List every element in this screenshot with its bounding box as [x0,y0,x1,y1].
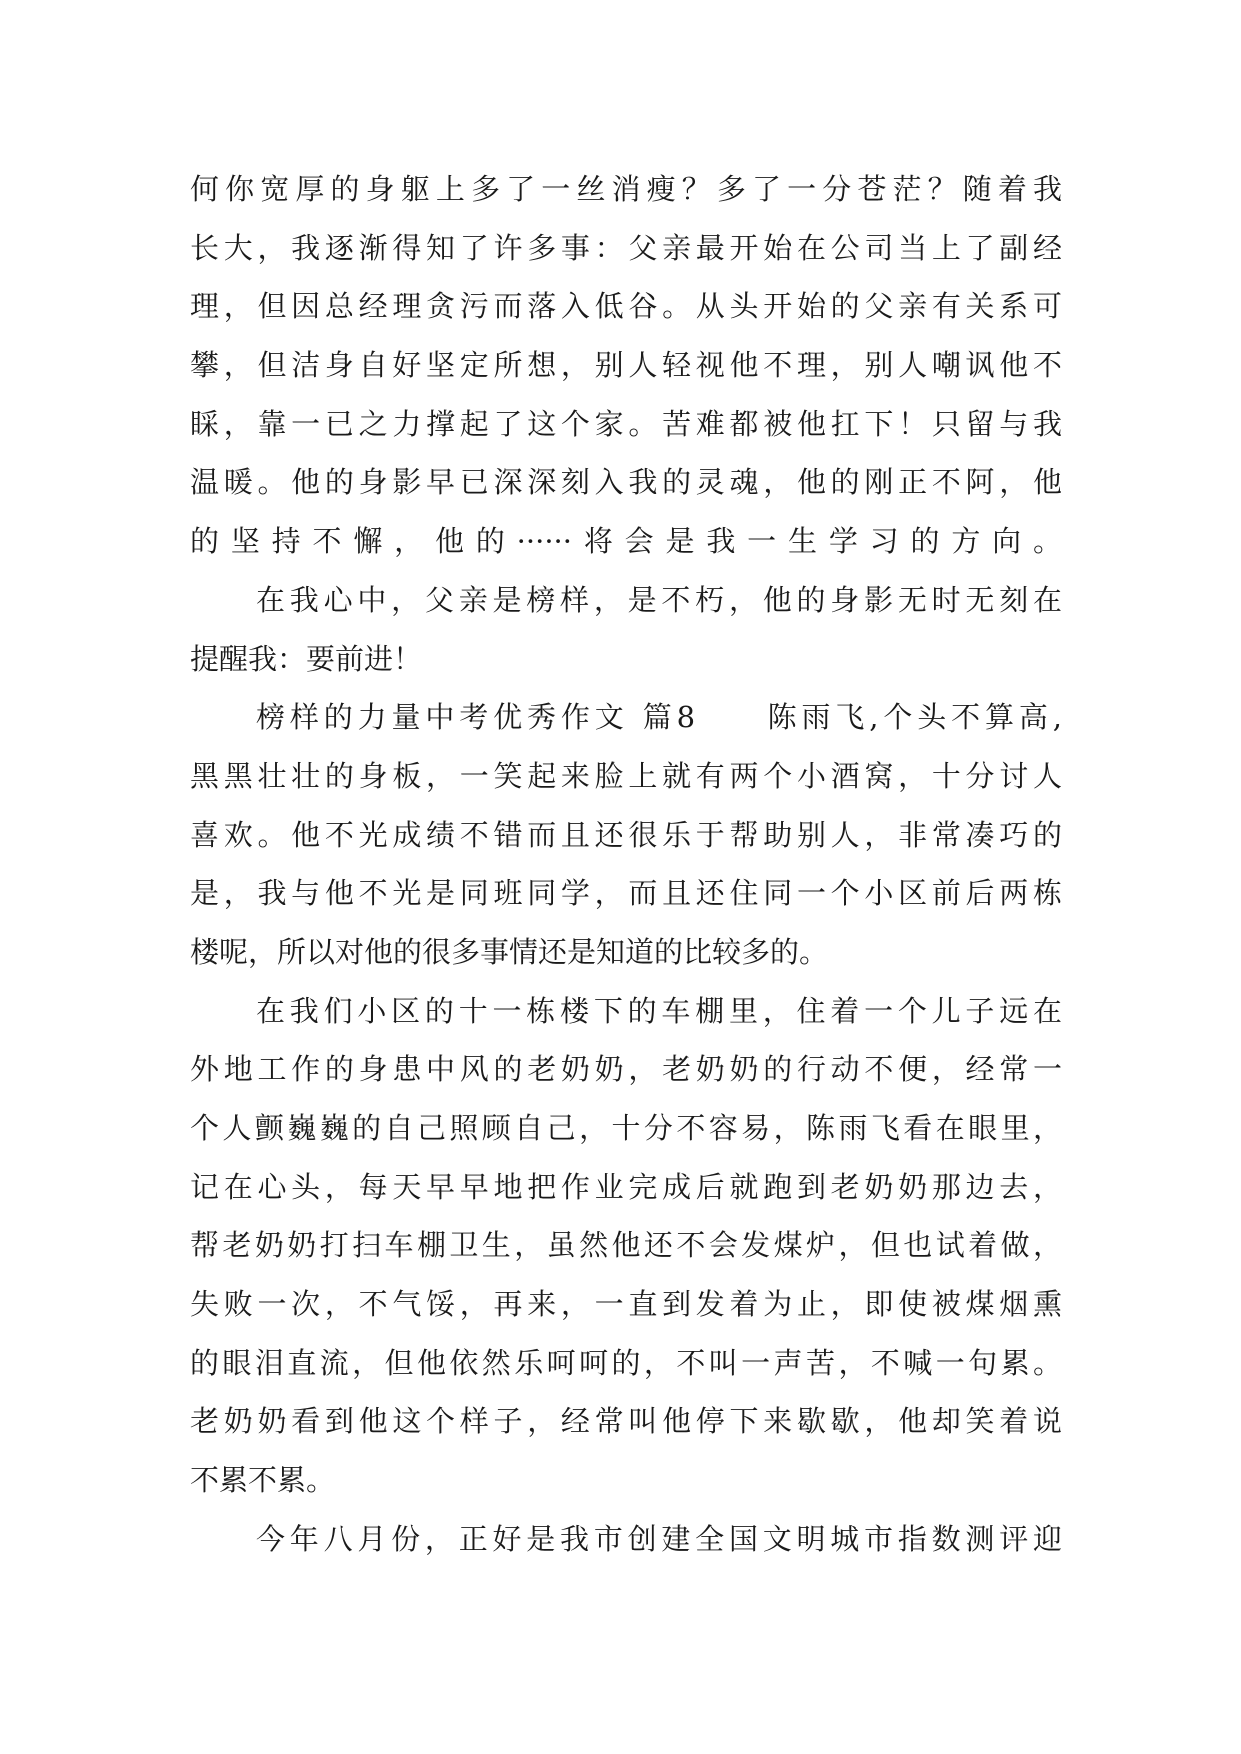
text-line: 长大，我逐渐得知了许多事：父亲最开始在公司当上了副经 [190,230,1062,265]
text-line: 的坚持不懈，他的······将会是我一生学习的方向。 [190,524,1062,559]
text-line: 记在心头，每天早早地把作业完成后就跑到老奶奶那边去， [190,1169,1062,1204]
paragraph-start-line: 今年八月份，正好是我市创建全国文明城市指数测评迎 [256,1521,1062,1556]
text-line: 理，但因总经理贪污而落入低谷。从头开始的父亲有关系可 [190,289,1062,324]
text-line: 不累不累。 [190,1463,336,1498]
text-line: 温暖。他的身影早已深深刻入我的灵魂，他的刚正不阿，他 [190,465,1062,500]
text-line: 何你宽厚的身躯上多了一丝消瘦？多了一分苍茫？随着我 [190,172,1062,206]
text-line: 的眼泪直流，但他依然乐呵呵的，不叫一声苦，不喊一句累。 [190,1345,1062,1380]
text-line: 黑黑壮壮的身板，一笑起来脸上就有两个小酒窝，十分讨人 [190,758,1062,793]
text-line: 喜欢。他不光成绩不错而且还很乐于帮助别人，非常凑巧的 [190,817,1062,852]
essay-heading-line: 榜样的力量中考优秀作文 篇8 陈雨飞,个头不算高, [256,700,1062,735]
text-line: 提醒我：要前进！ [190,641,423,676]
text-line: 帮老奶奶打扫车棚卫生，虽然他还不会发煤炉，但也试着做， [190,1228,1062,1263]
text-line: 楼呢，所以对他的很多事情还是知道的比较多的。 [190,934,829,969]
text-line: 个人颤巍巍的自己照顾自己，十分不容易，陈雨飞看在眼里， [190,1111,1062,1145]
text-line: 外地工作的身患中风的老奶奶，老奶奶的行动不便，经常一 [190,1052,1062,1087]
text-line: 睬，靠一已之力撑起了这个家。苦难都被他扛下！只留与我 [190,406,1062,441]
text-line: 失败一次，不气馁，再来，一直到发着为止，即使被煤烟熏 [190,1287,1062,1322]
text-line: 攀，但洁身自好坚定所想，别人轻视他不理，别人嘲讽他不 [190,348,1062,383]
paragraph-start-line: 在我们小区的十一栋楼下的车棚里，住着一个儿子远在 [256,993,1062,1028]
paragraph-start-line: 在我心中，父亲是榜样，是不朽，他的身影无时无刻在 [256,582,1062,617]
text-line: 是，我与他不光是同班同学，而且还住同一个小区前后两栋 [190,876,1062,911]
text-line: 老奶奶看到他这个样子，经常叫他停下来歇歇，他却笑着说 [190,1404,1062,1439]
body-text [190,160,1062,1569]
